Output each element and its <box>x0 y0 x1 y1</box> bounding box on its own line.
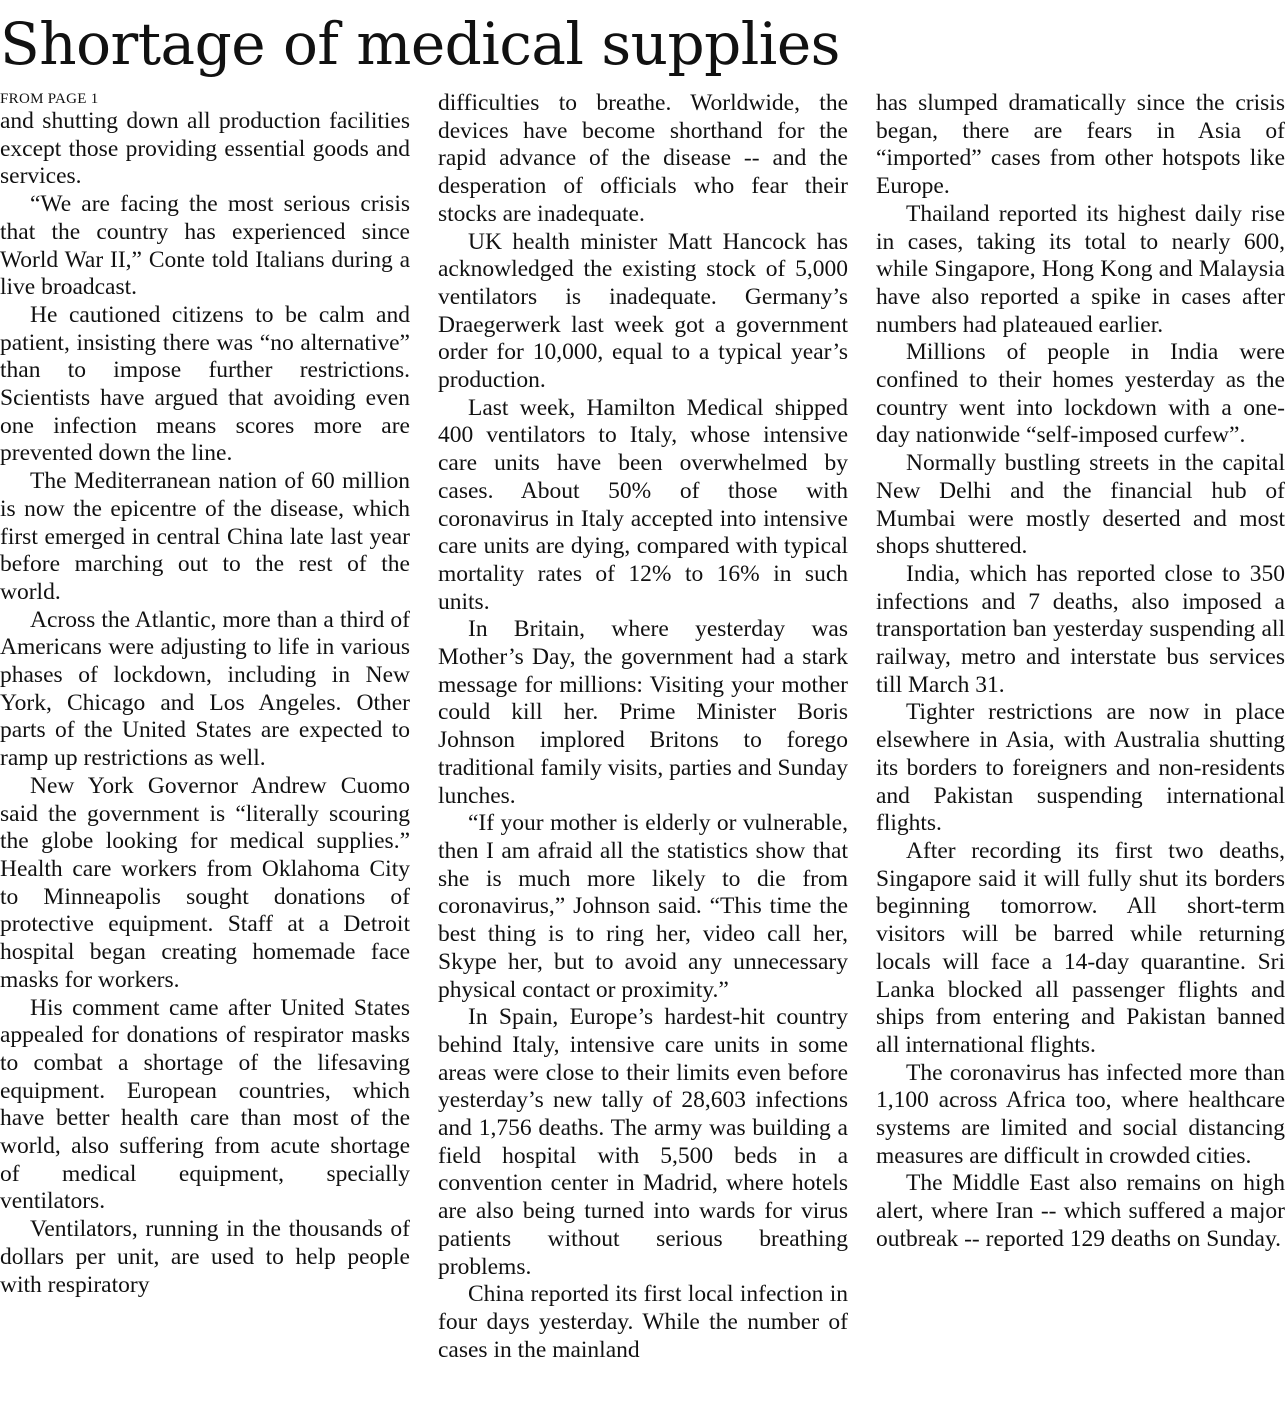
paragraph: “We are facing the most serious crisis that the country has experienced since World War II,” Conte told Italians during a live broadcast. <box>0 191 410 301</box>
headline: Shortage of medical supplies <box>0 10 840 78</box>
paragraph: has slumped dramatically since the crisis began, there are fears in Asia of “imported” cases from other hotspots like Europe. <box>876 90 1285 200</box>
paragraph: In Spain, Europe’s hardest-hit country behind Italy, intensive care units in some areas were close to their limits even before yesterday’s new tally of 28,603 infections and 1,756 deaths. The army was building a field hospital with 5,500 beds in a convention center in Madrid, where hotels are also being turned into wards for virus patients without serious breathing problems. <box>438 1004 848 1280</box>
article-column-3 <box>876 90 1285 1254</box>
paragraph: Ventilators, running in the thousands of dollars per unit, are used to help people with respiratory <box>0 1216 410 1298</box>
paragraph: Tighter restrictions are now in place elsewhere in Asia, with Australia shutting its borders to foreigners and non-residents and Pakistan suspending international flights. <box>876 699 1285 837</box>
continuation-kicker: FROM PAGE 1 <box>0 91 99 107</box>
paragraph: The Middle East also remains on high alert, where Iran -- which suffered a major outbreak -- reported 129 deaths on Sunday. <box>876 1170 1285 1252</box>
paragraph: He cautioned citizens to be calm and patient, insisting there was “no alternative” than to impose further restrictions. Scientists have argued that avoiding even one infection means scores more are prevented down the line. <box>0 301 410 467</box>
paragraph: Last week, Hamilton Medical shipped 400 ventilators to Italy, whose intensive care units have been overwhelmed by cases. About 50% of those with coronavirus in Italy accepted into intensive care units are dying, compared with typical mortality rates of 12% to 16% in such units. <box>438 394 848 615</box>
paragraph: Normally bustling streets in the capital New Delhi and the financial hub of Mumbai were mostly deserted and most shops shuttered. <box>876 450 1285 560</box>
paragraph: “If your mother is elderly or vulnerable, then I am afraid all the statistics show that she is much more likely to die from coronavirus,” Johnson said. “This time the best thing is to ring her, video call her, Skype her, but to avoid any unnecessary physical contact or proximity.” <box>438 810 848 1003</box>
paragraph: and shutting down all production facilities except those providing essential goods and services. <box>0 108 410 190</box>
paragraph: In Britain, where yesterday was Mother’s Day, the government had a stark message for millions: Visiting your mother could kill her. Prime Minister Boris Johnson implored Britons to forego traditional family visits, parties and Sunday lunches. <box>438 616 848 809</box>
article-column-1 <box>0 90 410 1299</box>
paragraph: China reported its first local infection in four days yesterday. While the number of cases in the mainland <box>438 1281 848 1363</box>
paragraph: Millions of people in India were confined to their homes yesterday as the country went into lockdown with a one-day nationwide “self-imposed curfew”. <box>876 339 1285 449</box>
paragraph: India, which has reported close to 350 infections and 7 deaths, also imposed a transportation ban yesterday suspending all railway, metro and interstate bus services till March 31. <box>876 560 1285 698</box>
paragraph: The Mediterranean nation of 60 million is now the epicentre of the disease, which first emerged in central China late last year before marching out to the rest of the world. <box>0 468 410 605</box>
paragraph: The coronavirus has infected more than 1,100 across Africa too, where healthcare systems are limited and social distancing measures are difficult in crowded cities. <box>876 1059 1285 1169</box>
paragraph: UK health minister Matt Hancock has acknowledged the existing stock of 5,000 ventilators is inadequate. Germany’s Draegerwerk last week got a government order for 10,000, equal to a typical year’s production. <box>438 228 848 394</box>
paragraph: Across the Atlantic, more than a third of Americans were adjusting to life in various phases of lockdown, including in New York, Chicago and Los Angeles. Other parts of the United States are expected to ramp up restrictions as well. <box>0 606 410 772</box>
article-column-2 <box>438 90 848 1364</box>
paragraph: After recording its first two deaths, Singapore said it will fully shut its borders beginning tomorrow. All short-term visitors will be barred while returning locals will face a 14-day quarantine. Sri Lanka blocked all passenger flights and ships from entering and Pakistan banned all international flights. <box>876 837 1285 1058</box>
paragraph: Thailand reported its highest daily rise in cases, taking its total to nearly 600, while Singapore, Hong Kong and Malaysia have also reported a spike in cases after numbers had plateaued earlier. <box>876 200 1285 338</box>
paragraph: difficulties to breathe. Worldwide, the devices have become shorthand for the rapid advance of the disease -- and the desperation of officials who fear their stocks are inadequate. <box>438 90 848 227</box>
paragraph: His comment came after United States appealed for donations of respirator masks to combat a shortage of the lifesaving equipment. European countries, which have better health care than most of the world, also suffering from acute shortage of medical equipment, specially ventilators. <box>0 994 410 1215</box>
paragraph: New York Governor Andrew Cuomo said the government is “literally scouring the globe looking for medical supplies.” Health care workers from Oklahoma City to Minneapolis sought donations of protective equipment. Staff at a Detroit hospital began creating homemade face masks for workers. <box>0 772 410 993</box>
